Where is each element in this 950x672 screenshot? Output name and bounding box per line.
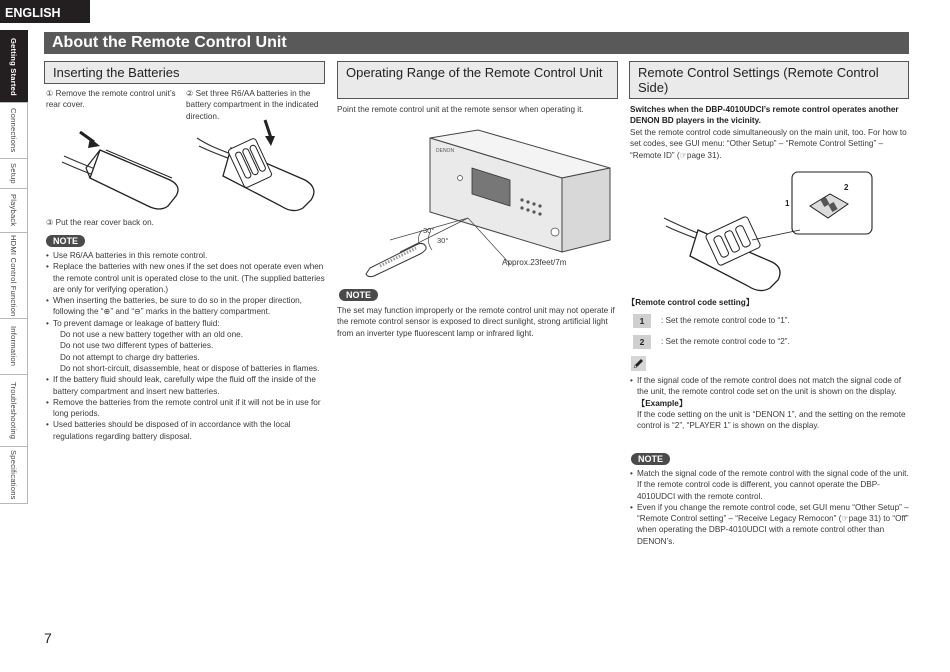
note-item: • Remove the batteries from the remote control unit if it will not be in use for long periods. (46, 397, 325, 420)
note-item: • When inserting the batteries, be sure to do so in the proper direction, following the “⊕” and “⊖” marks in the battery compartment. (46, 295, 325, 318)
note-subitem: Do not attempt to charge dry batteries. (60, 352, 200, 362)
code-text-1: : Set the remote control code to “1”. (661, 316, 790, 325)
side-tab-hdmi-control[interactable] (0, 232, 28, 318)
note-item: • Use R6/AA batteries in this remote control. (46, 250, 325, 261)
example-text: If the code setting on the unit is “DENON 1”, and the setting on the remote control is “2”, “PLAYER 1” is shown on the display. (637, 409, 906, 431)
battery-step-2: ② Set three R6/AA batteries in the battery compartment in the indicated direction. (186, 89, 319, 121)
note-item: • Match the signal code of the remote control with the signal code of the unit. If the remote control code is different, you cannot operate the DBP-4010UDCI with the remote control. (630, 468, 910, 502)
note-badge-batteries: NOTE (46, 235, 85, 247)
angle-label-bottom: 30° (437, 236, 449, 245)
side-tab-getting-started[interactable] (0, 30, 28, 102)
remote-cover-illustration (60, 120, 200, 210)
code-text-2: : Set the remote control code to “2”. (661, 337, 790, 346)
code-setting-title: 【Remote control code setting】 (627, 298, 754, 307)
side-tab-label: HDMI Control Function (9, 234, 19, 317)
switch-label-2: 2 (844, 183, 849, 192)
note-badge-settings: NOTE (631, 453, 670, 465)
code-key-2: 2 (633, 335, 651, 349)
side-tab-label: Troubleshooting (9, 381, 19, 440)
settings-lead-bold: Switches when the DBP-4010UDCI’s remote control operates another DENON BD players in the vicinity. (630, 105, 899, 126)
section-heading-range: Operating Range of the Remote Control Unit (337, 61, 618, 99)
battery-step-3: ③ Put the rear cover back on. (46, 218, 154, 227)
angle-label-top: 30° (423, 226, 435, 235)
page-title: About the Remote Control Unit (44, 32, 909, 54)
memo-text: • If the signal code of the remote control does not match the signal code of the unit, the remote control code set on the unit is shown on the display. (630, 375, 910, 398)
note-item: • If the battery fluid should leak, carefully wipe the fluid off the inside of the battery compartment and insert new batteries. (46, 374, 325, 397)
range-intro: Point the remote control unit at the remote sensor when operating it. (337, 105, 584, 114)
section-heading-settings: Remote Control Settings (Remote Control Side) (629, 61, 909, 99)
note-item: • Even if you change the remote control code, set GUI menu “Other Setup” – “Remote Control setting” – “Receive Legacy Remocon” (☞page 31) to “Off” when operating the DBP-4010UDCI with a remote control other than DENON’s. (630, 502, 910, 547)
side-tab-label: Getting Started (9, 37, 19, 96)
battery-step-1: ① Remove the remote control unit’s rear cover. (46, 89, 176, 110)
note-subitem: Do not short-circuit, disassemble, heat or dispose of batteries in flames. (60, 363, 320, 373)
battery-notes (46, 250, 325, 442)
switch-label-1: 1 (785, 199, 790, 208)
note-item: • Used batteries should be disposed of in accordance with the local regulations regarding battery disposal. (46, 419, 325, 442)
code-key-1: 1 (633, 314, 651, 328)
operating-range-illustration (360, 128, 618, 278)
language-tab: ENGLISH (0, 0, 90, 23)
note-item: • Replace the batteries with new ones if the set does not operate even when the remote control unit is operated close to the unit. (The supplied batteries are only for verifying operation.) (46, 261, 325, 295)
settings-notes (630, 468, 910, 547)
unit-brand: DENON (436, 148, 455, 154)
side-tab-label: Connections (9, 108, 19, 153)
example-title: 【Example】 (637, 398, 688, 408)
side-tab-label: Information (9, 326, 19, 367)
note-subitem: Do not use a new battery together with an old one. (60, 330, 243, 340)
side-tab-connections[interactable] (0, 102, 28, 158)
memo-block (630, 375, 910, 431)
side-tab-playback[interactable] (0, 188, 28, 232)
distance-label: Approx.23feet/7m (502, 258, 567, 267)
settings-lead-text: Set the remote control code simultaneously on the main unit, too. For how to set codes, see GUI menu: “Other Setup” – “Remote Control Setting” – “Remote ID” (☞page 31). (630, 128, 907, 160)
pencil-icon (631, 356, 646, 371)
note-item: • To prevent damage or leakage of battery fluid: (46, 318, 325, 329)
side-tab-label: Setup (9, 163, 19, 184)
note-badge-range: NOTE (339, 289, 378, 301)
side-tab-specifications[interactable] (0, 446, 28, 504)
section-heading-batteries: Inserting the Batteries (44, 61, 325, 84)
remote-code-switch-illustration (660, 170, 875, 295)
side-tab-setup[interactable] (0, 158, 28, 188)
side-tab-information[interactable] (0, 318, 28, 374)
range-note: The set may function improperly or the remote control unit may not operate if the remote control sensor is exposed to direct sunlight, strong artificial light from an inverter type fluorescent lamp or infrared light. (337, 306, 615, 338)
note-subitem: Do not use two different types of batteries. (60, 341, 214, 351)
side-tab-label: Playback (9, 194, 19, 227)
side-tab-troubleshooting[interactable] (0, 374, 28, 446)
remote-batteries-illustration (195, 118, 330, 213)
side-tab-label: Specifications (9, 450, 19, 500)
page-number: 7 (44, 630, 52, 646)
